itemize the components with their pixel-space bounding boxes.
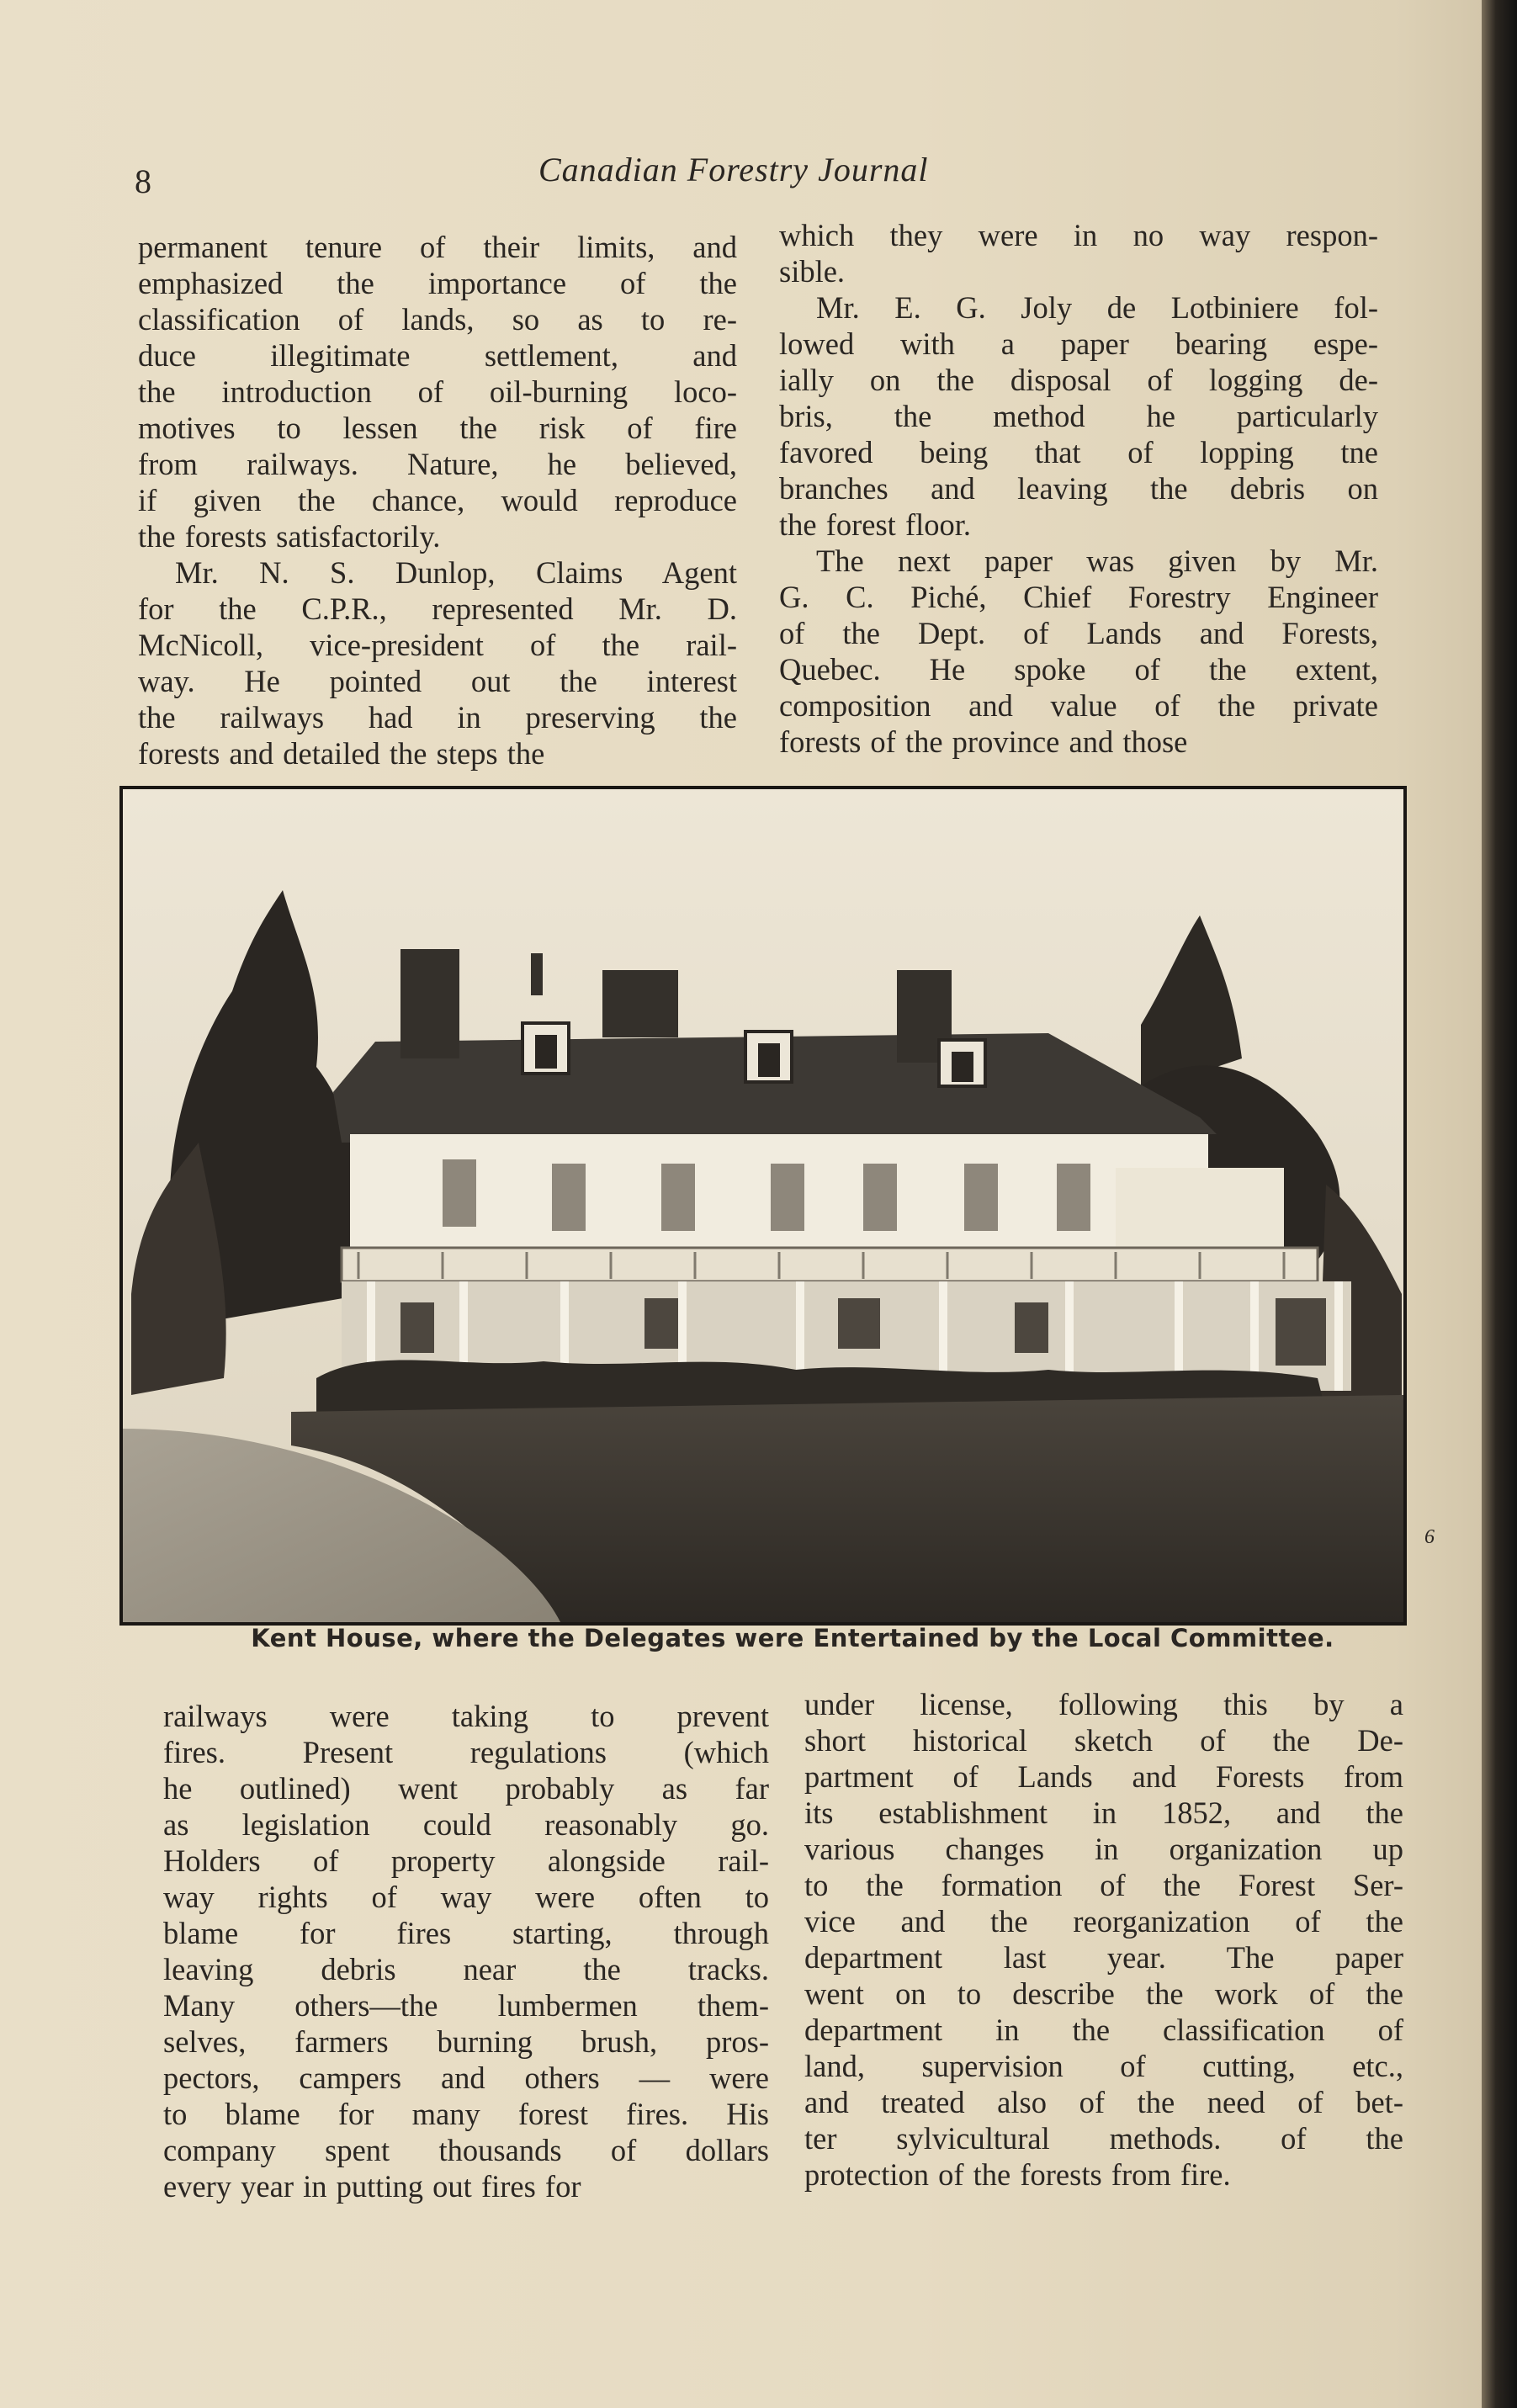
text-line: composition and value of the private bbox=[779, 688, 1378, 723]
text-line: permanent tenure of their limits, and bbox=[138, 230, 737, 264]
text-line: classification of lands, so as to re- bbox=[138, 302, 737, 337]
text-column-bottom-left bbox=[163, 1698, 769, 2204]
text-line: McNicoll, vice-president of the rail- bbox=[138, 628, 737, 662]
text-line: emphasized the importance of the bbox=[138, 266, 737, 300]
text-line: department last year. The paper bbox=[804, 1940, 1403, 1975]
text-line: branches and leaving the debris on bbox=[779, 471, 1378, 506]
text-line: the forest floor. bbox=[779, 507, 972, 542]
text-line: which they were in no way respon- bbox=[779, 218, 1378, 252]
text-line: every year in putting out fires for bbox=[163, 2169, 581, 2204]
text-line: partment of Lands and Forests from bbox=[804, 1759, 1403, 1794]
text-line: The next paper was given by Mr. bbox=[816, 544, 1378, 578]
text-line: selves, farmers burning brush, pros- bbox=[163, 2024, 769, 2059]
text-line: railways were taking to prevent bbox=[163, 1699, 769, 1733]
text-line: sible. bbox=[779, 254, 846, 289]
text-line: ially on the disposal of logging de- bbox=[779, 363, 1378, 397]
text-line: protection of the forests from fire. bbox=[804, 2157, 1231, 2192]
text-line: blame for fires starting, through bbox=[163, 1916, 769, 1950]
text-line: Many others—the lumbermen them- bbox=[163, 1988, 769, 2023]
text-line: the railways had in preserving the bbox=[138, 700, 737, 735]
running-header-title: Canadian Forestry Journal bbox=[538, 151, 929, 188]
text-line: the introduction of oil-burning loco- bbox=[138, 374, 737, 409]
text-line: motives to lessen the risk of fire bbox=[138, 411, 737, 445]
text-line: duce illegitimate settlement, and bbox=[138, 338, 737, 373]
text-line: he outlined) went probably as far bbox=[163, 1771, 769, 1806]
text-line: G. C. Piché, Chief Forestry Engineer bbox=[779, 580, 1378, 614]
text-line: the forests satisfactorily. bbox=[138, 519, 441, 554]
text-line: leaving debris near the tracks. bbox=[163, 1952, 769, 1986]
text-line: Holders of property alongside rail- bbox=[163, 1843, 769, 1878]
text-line: if given the chance, would reproduce bbox=[138, 483, 737, 517]
text-line: way rights of way were often to bbox=[163, 1880, 769, 1914]
text-line: land, supervision of cutting, etc., bbox=[804, 2049, 1403, 2083]
text-column-top-left bbox=[138, 229, 737, 772]
text-line: forests of the province and those bbox=[779, 724, 1188, 759]
text-line: short historical sketch of the De- bbox=[804, 1723, 1403, 1758]
text-line: vice and the reorganization of the bbox=[804, 1904, 1403, 1939]
text-line: Mr. E. G. Joly de Lotbiniere fol- bbox=[816, 290, 1378, 325]
text-line: Quebec. He spoke of the extent, bbox=[779, 652, 1378, 687]
text-column-top-right bbox=[779, 217, 1378, 760]
text-line: its establishment in 1852, and the bbox=[804, 1795, 1403, 1830]
text-line: as legislation could reasonably go. bbox=[163, 1807, 769, 1842]
text-line: favored being that of lopping tne bbox=[779, 435, 1378, 469]
text-line: to the formation of the Forest Ser- bbox=[804, 1868, 1403, 1902]
margin-mark: 6 bbox=[1424, 1526, 1435, 1548]
text-line: bris, the method he particularly bbox=[779, 399, 1378, 433]
text-line: of the Dept. of Lands and Forests, bbox=[779, 616, 1378, 650]
text-line: company spent thousands of dollars bbox=[163, 2133, 769, 2167]
text-line: way. He pointed out the interest bbox=[138, 664, 737, 698]
text-line: fires. Present regulations (which bbox=[163, 1735, 769, 1769]
text-line: forests and detailed the steps the bbox=[138, 736, 545, 771]
text-line: to blame for many forest fires. His bbox=[163, 2097, 769, 2131]
text-line: and treated also of the need of bet- bbox=[804, 2085, 1403, 2119]
book-binding-edge bbox=[1482, 0, 1517, 2408]
text-line: pectors, campers and others — were bbox=[163, 2061, 769, 2095]
text-line: under license, following this by a bbox=[804, 1687, 1403, 1721]
text-line: for the C.P.R., represented Mr. D. bbox=[138, 591, 737, 626]
text-line: from railways. Nature, he believed, bbox=[138, 447, 737, 481]
text-line: department in the classification of bbox=[804, 2013, 1403, 2047]
text-line: various changes in organization up bbox=[804, 1832, 1403, 1866]
text-line: Mr. N. S. Dunlop, Claims Agent bbox=[175, 555, 737, 590]
kent-house-photograph bbox=[119, 786, 1407, 1626]
page-number: 8 bbox=[135, 162, 151, 200]
text-line: went on to describe the work of the bbox=[804, 1976, 1403, 2011]
text-line: lowed with a paper bearing espe- bbox=[779, 326, 1378, 361]
text-column-bottom-right bbox=[804, 1686, 1403, 2193]
text-line: ter sylvicultural methods. of the bbox=[804, 2121, 1403, 2156]
photo-caption: Kent House, where the Delegates were Entertained by the Local Committee. bbox=[251, 1624, 1334, 1652]
